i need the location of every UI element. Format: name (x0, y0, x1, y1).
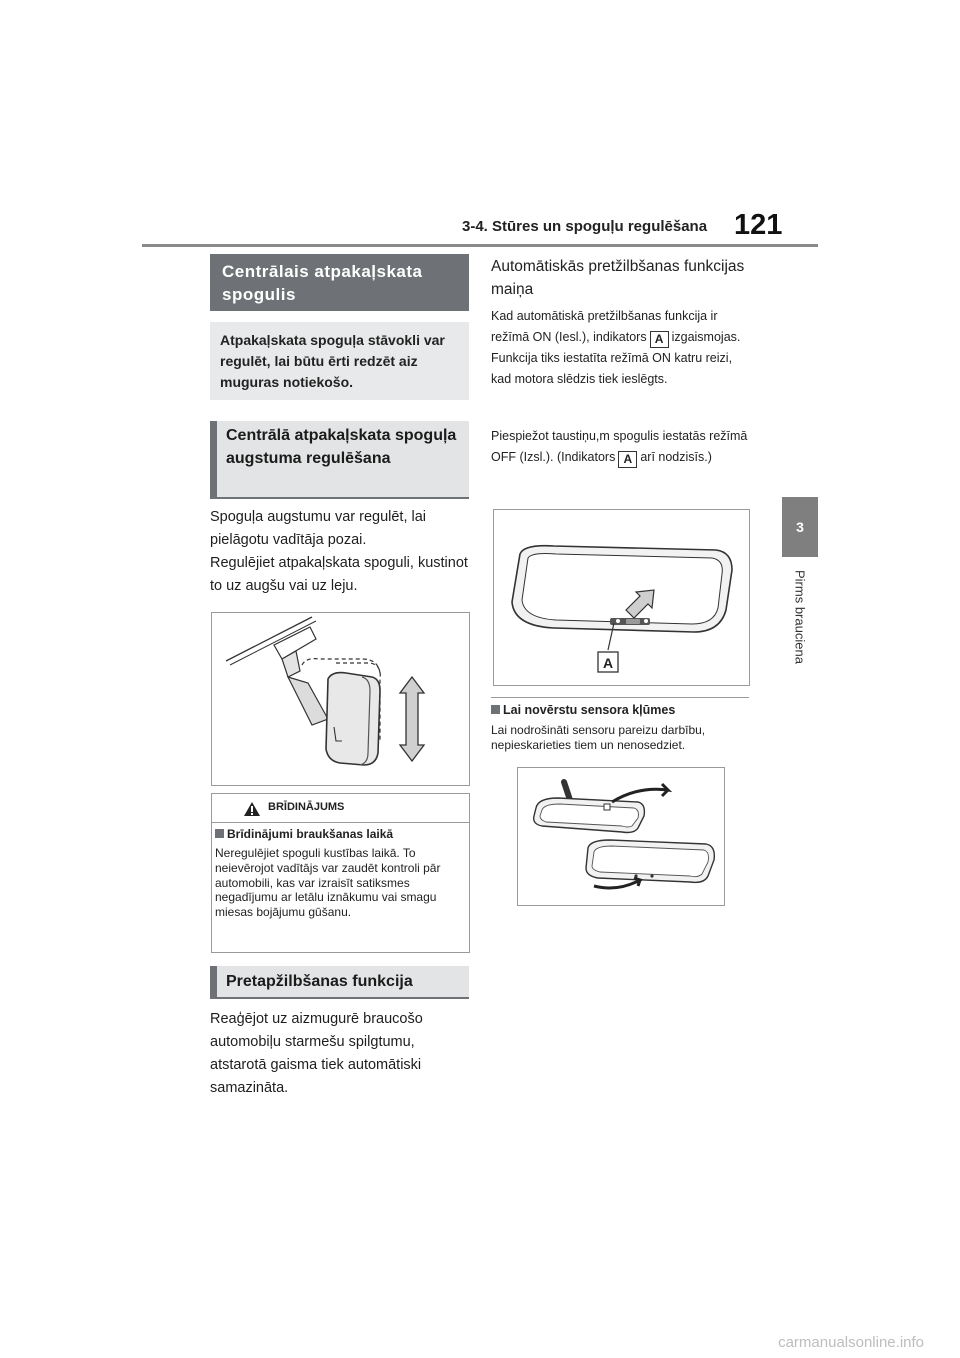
chapter-tab: 3 (782, 497, 818, 557)
warning-label: BRĪDINĀJUMS (268, 801, 345, 813)
section-title: 3-4. Stūres un spoguļu regulēšana (462, 218, 708, 235)
warning-body: Neregulējiet spoguli kustības laikā. To neievērojot vadītājs var zaudēt kontroli pār automobili, kas var izraisīt satiksmes negadījumu ar letālu iznākumu vai smagu miesas bojājumu gūšanu. (215, 846, 441, 920)
indicator-label-box: A (650, 331, 669, 348)
height-subheading: Centrālā atpakaļskata spoguļa augstuma regulēšana (226, 427, 457, 467)
mode-paragraph-2-b: arī nodzisīs.) (640, 450, 712, 464)
indicator-label-box-2: A (618, 451, 637, 468)
mode-paragraph-1-b: izgaismojas. Funkcija tiks iestatīta režīmā ON katru reizi, kad motora slēdzis tiek ieslēgts. (491, 330, 741, 386)
height-para-1: Spoguļa augstumu var regulēt, lai pielāgotu vadītāja pozai. (210, 509, 427, 548)
header-rule (142, 244, 818, 247)
sensor-subheading-text: Lai novērstu sensora kļūmes (503, 703, 676, 717)
bullet-square-icon (215, 829, 224, 838)
main-section-title: Centrālais atpakaļskata spogulis (222, 262, 423, 304)
antiglare-mode-title: Automātiskās pretžilbšanas funkcijas maiņa (491, 258, 745, 298)
sensor-subheading (491, 703, 675, 717)
section-intro-box (210, 322, 469, 400)
watermark: carmanualsonline.info (778, 1334, 924, 1351)
bullet-square-icon-2 (491, 705, 500, 714)
mode-paragraph-1 (491, 306, 753, 390)
sensor-location-illustration (517, 767, 725, 906)
chapter-title (778, 570, 822, 730)
height-para-2: Regulējiet atpakaļskata spoguli, kustinot to uz augšu vai uz leju. (210, 555, 468, 594)
mirror-height-drawing (212, 613, 469, 785)
warning-icon (243, 801, 261, 817)
warning-box (211, 793, 470, 953)
sensor-location-drawing (518, 768, 724, 905)
warning-subheading-text: Brīdinājumi braukšanas laikā (227, 827, 394, 841)
section-intro-text: Atpakaļskata spoguļa stāvokli var regulēt, lai būtu ērti redzēt aiz muguras notiekošo. (220, 332, 445, 390)
antiglare-subheading: Pretapžilbšanas funkcija (226, 973, 413, 990)
mode-paragraph-1-a: Kad automātiskā pretžilbšanas funkcija ir režīmā ON (Iesl.), indikators (491, 309, 718, 344)
antiglare-para: Reaģējot uz aizmugurē braucošo automobiļu starmešu spilgtumu, atstarotā gaisma tiek automātiski samazināta. (210, 1011, 423, 1096)
warning-header (212, 794, 469, 823)
warning-subheading (215, 827, 393, 841)
chapter-title-text: Pirms brauciena (792, 570, 808, 664)
page-number: 121 (734, 209, 783, 241)
main-section-header (210, 254, 469, 311)
mode-paragraph-2-a: Piespiežot taustiņu,m spogulis iestatās režīmā OFF (Izsl.). (Indikators (491, 429, 748, 464)
height-subheading-box (210, 421, 469, 499)
callout-label: A (602, 655, 614, 671)
mirror-height-illustration (211, 612, 470, 786)
sensor-body: Lai nodrošināti sensoru pareizu darbību, nepieskarieties tiem un nenosedziet. (491, 723, 706, 752)
mode-paragraph-2 (491, 426, 753, 468)
mirror-indicator-illustration (493, 509, 750, 686)
mirror-indicator-drawing (494, 510, 749, 685)
right-section-rule (491, 697, 749, 698)
antiglare-subheading-box (210, 966, 469, 999)
